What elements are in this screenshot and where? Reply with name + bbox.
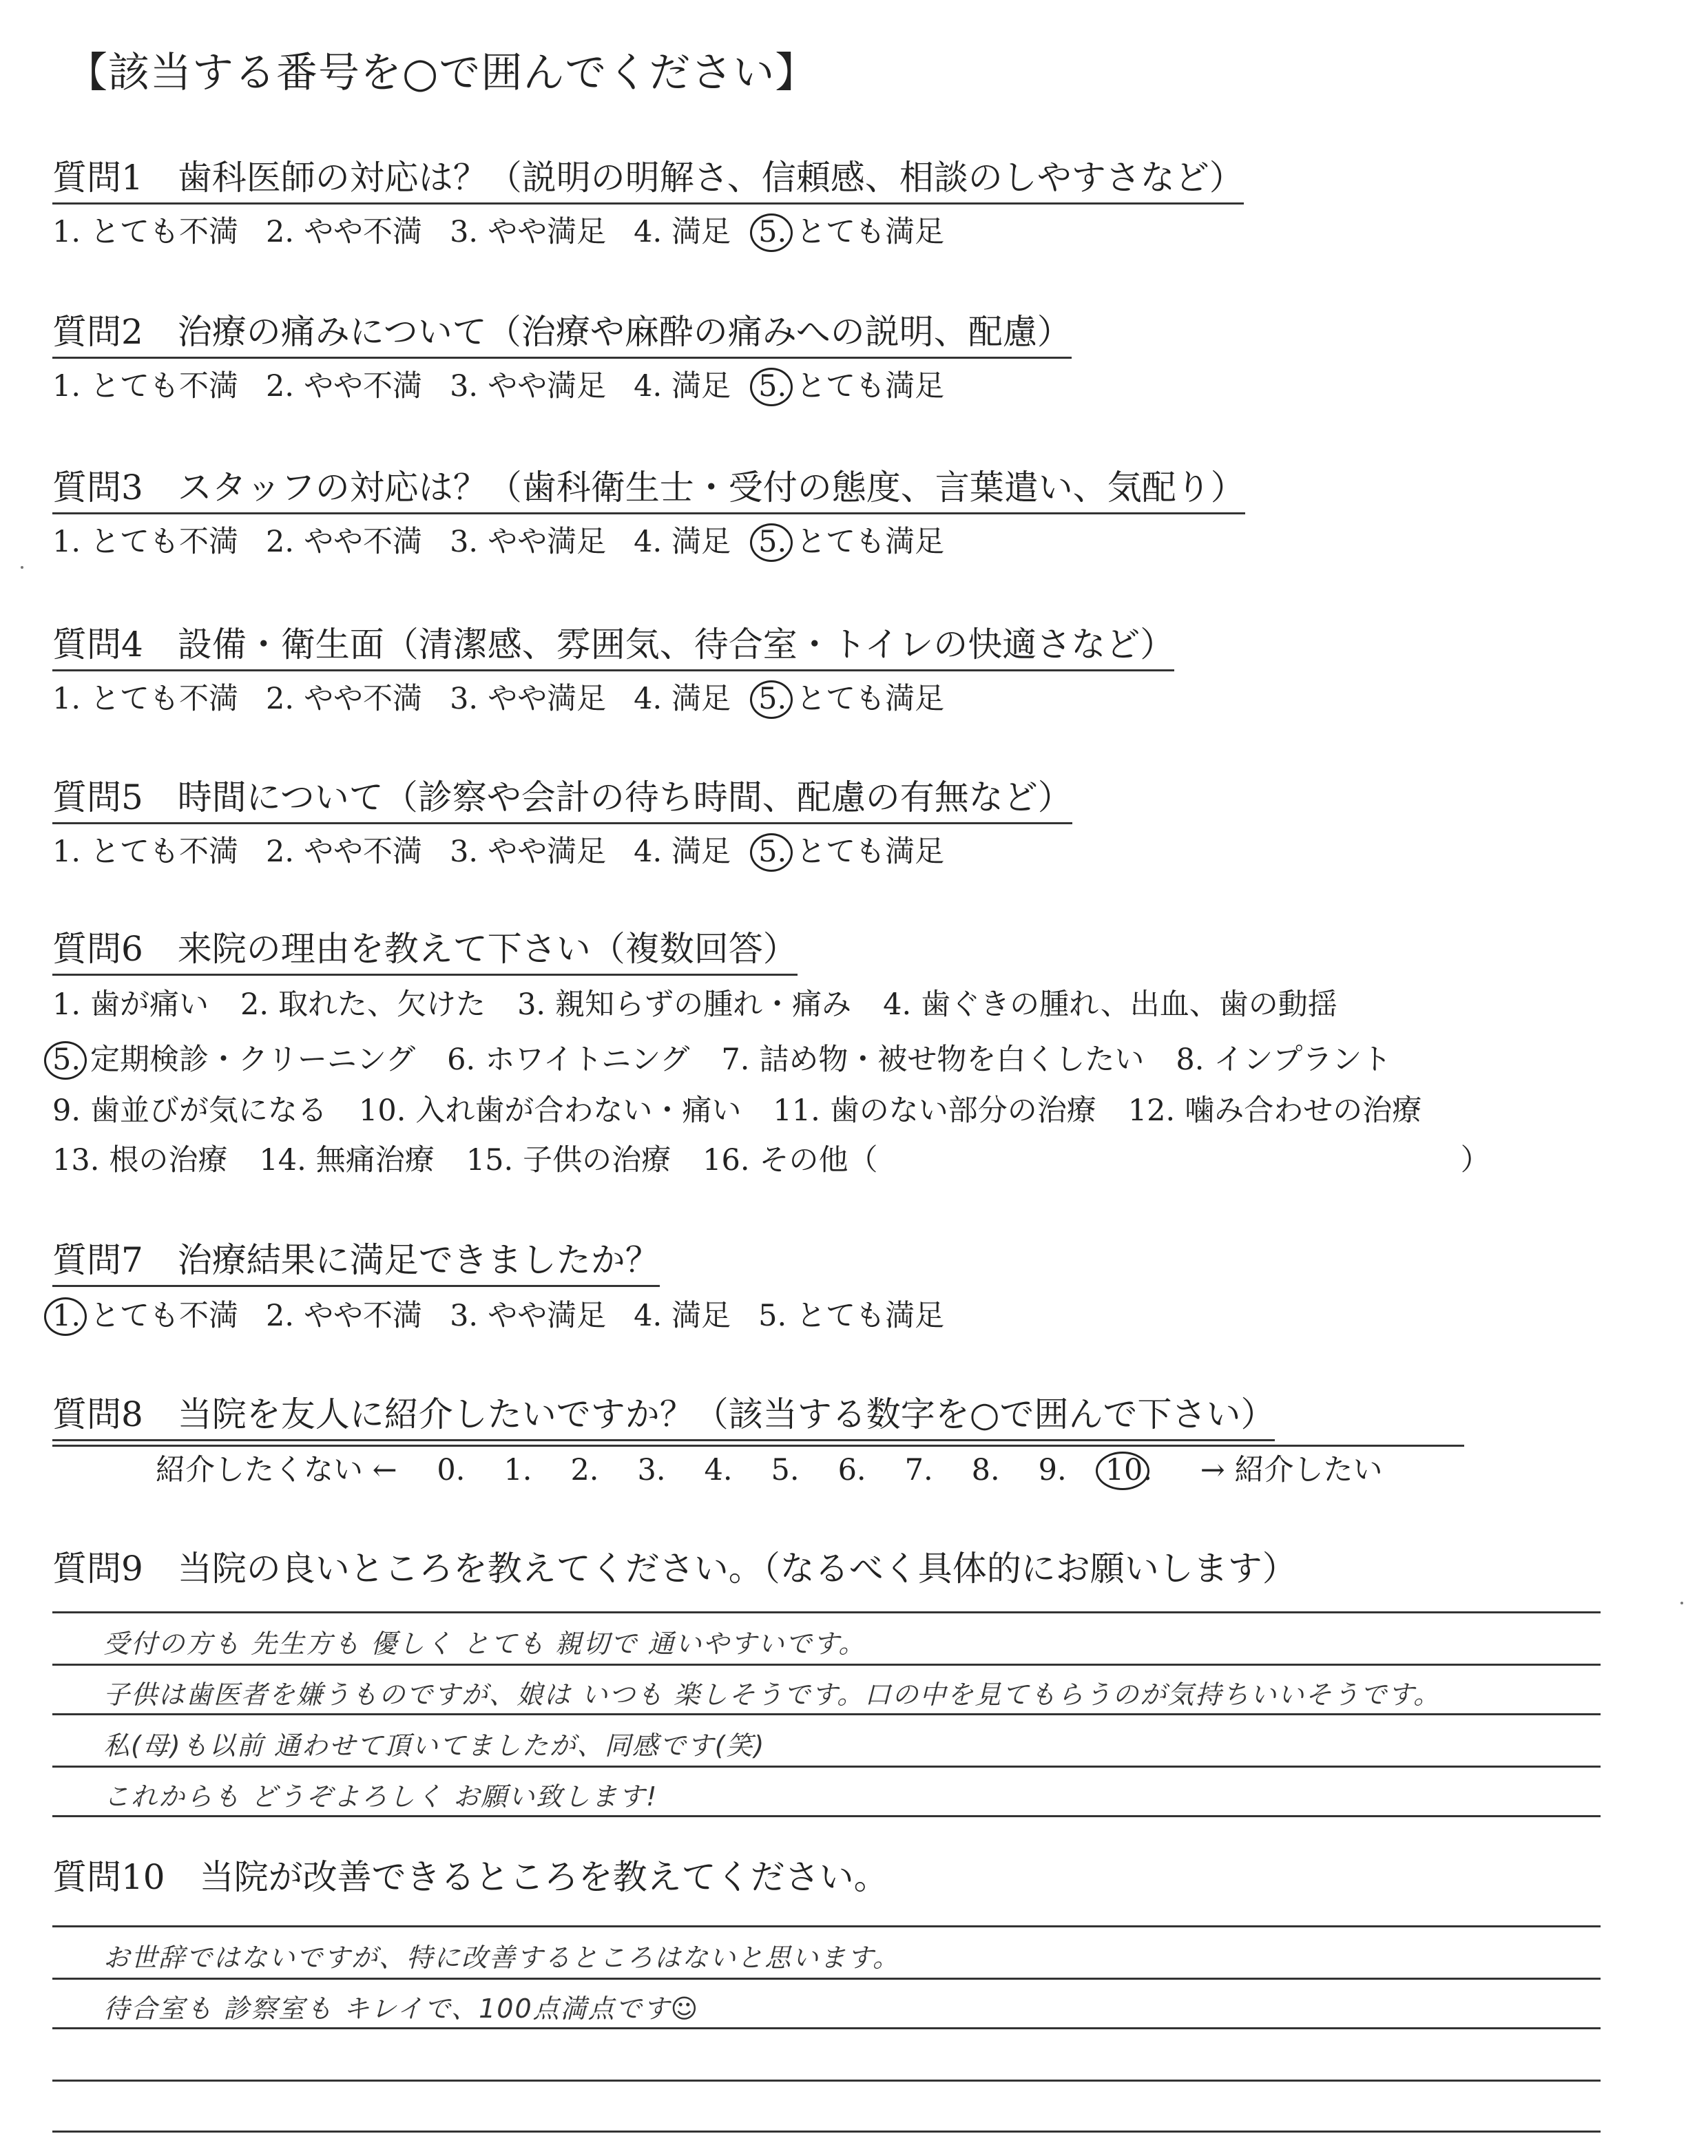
option-number: 2. <box>266 369 295 404</box>
answer-line <box>52 2131 1601 2133</box>
reason-option[interactable] <box>702 1140 877 1180</box>
option-number: 3. <box>450 682 479 716</box>
reason-option[interactable] <box>883 985 1337 1025</box>
rating-option[interactable] <box>266 212 422 252</box>
option-label: 満足 <box>671 215 731 249</box>
option-number: 7. <box>721 1043 750 1077</box>
handwritten-answer: お世辞ではないですが、特に改善するところはないと思います。 <box>103 1943 900 1973</box>
option-number: 2. <box>266 835 295 869</box>
option-number: 4. <box>634 369 663 404</box>
rating-option[interactable] <box>266 679 422 719</box>
option-label: とても不満 <box>90 215 239 249</box>
rating-option[interactable] <box>634 366 731 406</box>
option-number: 12. <box>1127 1093 1176 1128</box>
rating-option[interactable] <box>450 1296 606 1336</box>
reason-option[interactable] <box>52 1140 227 1180</box>
option-number: 1. <box>52 682 81 716</box>
reason-option[interactable] <box>466 1140 671 1180</box>
scale-option[interactable]: 5. <box>771 1453 800 1487</box>
option-label: とても不満 <box>90 835 239 869</box>
option-label: やや不満 <box>304 525 423 559</box>
reason-option[interactable] <box>517 985 851 1025</box>
option-label: 噛み合わせの治療 <box>1185 1093 1422 1128</box>
option-number: 1. <box>52 987 81 1022</box>
answer-line <box>52 2080 1601 2082</box>
option-label: やや不満 <box>304 215 423 249</box>
option-label: 歯が痛い <box>90 987 209 1022</box>
option-label: 子供の治療 <box>523 1143 671 1178</box>
option-number: 3. <box>450 525 479 559</box>
answer-line <box>52 1815 1601 1817</box>
question-4-choices <box>52 679 972 719</box>
question-1-heading: 質問1 歯科医師の対応は？（説明の明解さ、信頼感、相談のしやすさなど） <box>52 156 1244 205</box>
option-label: 親知らずの腫れ・痛み <box>555 987 852 1022</box>
question-2-heading: 質問2 治療の痛みについて（治療や麻酔の痛みへの説明、配慮） <box>52 310 1072 359</box>
option-label: 詰め物・被せ物を白くしたい <box>759 1043 1145 1077</box>
scale-left-label: 紹介したくない ← <box>156 1453 397 1487</box>
option-number: 16. <box>702 1143 750 1178</box>
option-number: 1. <box>52 369 81 404</box>
option-label: 満足 <box>671 525 731 559</box>
rating-option[interactable] <box>450 832 606 872</box>
option-number: 2. <box>266 1299 295 1333</box>
answer-line <box>52 1664 1601 1666</box>
option-label: ホワイトニング <box>485 1043 690 1077</box>
option-number: 4. <box>634 682 663 716</box>
question-6-heading: 質問6 来院の理由を教えて下さい（複数回答） <box>52 927 798 976</box>
reason-option[interactable] <box>447 1040 689 1080</box>
reason-option[interactable] <box>52 1040 415 1080</box>
reason-option[interactable] <box>1128 1091 1421 1131</box>
question-7-heading: 質問7 治療結果に満足できましたか？ <box>52 1238 660 1287</box>
option-number: 3. <box>450 215 479 249</box>
option-label: やや満足 <box>488 835 607 869</box>
option-label: 入れ歯が合わない・痛い <box>415 1093 742 1128</box>
question-3-choices <box>52 522 972 562</box>
option-label: やや満足 <box>488 682 607 716</box>
option-label: とても不満 <box>90 369 239 404</box>
answer-line <box>52 1925 1601 1927</box>
option-number: 15. <box>466 1143 514 1178</box>
reason-option[interactable] <box>359 1091 741 1131</box>
heading-underline <box>52 1445 1464 1447</box>
question-5-choices <box>52 832 972 872</box>
question-2-choices <box>52 366 972 406</box>
option-label: 歯のない部分の治療 <box>829 1093 1096 1128</box>
option-number: 2. <box>266 215 295 249</box>
option-number: 6. <box>447 1043 476 1077</box>
option-number: 10. <box>359 1093 406 1128</box>
rating-option[interactable] <box>634 1296 731 1336</box>
question-8-heading: 質問8 当院を友人に紹介したいですか？（該当する数字を○で囲んで下さい） <box>52 1392 1275 1441</box>
option-number: 2. <box>266 525 295 559</box>
option-label: 無痛治療 <box>315 1143 435 1178</box>
option-label: 定期検診・クリーニング <box>90 1043 416 1077</box>
option-number: 4. <box>634 215 663 249</box>
reason-option[interactable] <box>259 1140 434 1180</box>
option-number: 3. <box>450 369 479 404</box>
option-label: とても満足 <box>796 369 945 404</box>
question-4-heading: 質問4 設備・衛生面（清潔感、雰囲気、待合室・トイレの快適さなど） <box>52 622 1174 671</box>
question-5-heading: 質問5 時間について（診察や会計の待ち時間、配慮の有無など） <box>52 775 1072 824</box>
page-title: 【該当する番号を○で囲んでください】 <box>66 49 817 97</box>
option-number: 8. <box>1176 1043 1205 1077</box>
rating-option[interactable] <box>634 522 731 562</box>
option-label: 満足 <box>671 682 731 716</box>
handwritten-answer: 私(母)も以前 通わせて頂いてましたが、同感です(笑) <box>103 1730 766 1761</box>
rating-option[interactable] <box>634 832 731 872</box>
option-number: 4. <box>883 987 912 1022</box>
reason-option[interactable] <box>240 985 486 1025</box>
handwritten-answer: これからも どうぞよろしく お願い致します! <box>103 1781 658 1812</box>
option-label: やや不満 <box>304 1299 423 1333</box>
option-label: とても満足 <box>796 835 945 869</box>
option-number: 4. <box>634 525 663 559</box>
rating-option[interactable] <box>450 212 606 252</box>
handwritten-answer: 待合室も 診察室も キレイで、100点満点です☺ <box>103 1993 700 2024</box>
scale-option[interactable]: 7. <box>904 1453 933 1487</box>
option-number: 4. <box>634 1299 663 1333</box>
option-label: とても満足 <box>796 525 945 559</box>
scale-option[interactable]: 6. <box>837 1453 866 1487</box>
option-label: やや不満 <box>304 369 423 404</box>
scale-option[interactable]: 4. <box>704 1453 733 1487</box>
scale-option[interactable]: 1. <box>503 1453 532 1487</box>
handwritten-answer: 受付の方も 先生方も 優しく とても 親切で 通いやすいです。 <box>103 1629 866 1659</box>
rating-option[interactable] <box>634 679 731 719</box>
question-7-choices <box>52 1296 972 1336</box>
answer-line <box>52 1713 1601 1715</box>
option-number: 3. <box>450 835 479 869</box>
option-label: やや満足 <box>488 1299 607 1333</box>
reason-option[interactable] <box>721 1040 1144 1080</box>
option-number: 1. <box>52 835 81 869</box>
scale-right-label: → 紹介したい <box>1200 1453 1383 1487</box>
option-label: やや満足 <box>488 369 607 404</box>
option-number: 5. <box>758 1299 787 1333</box>
reason-option[interactable] <box>1176 1040 1391 1080</box>
rating-option[interactable] <box>52 679 238 719</box>
option-label: その他（ <box>759 1143 878 1178</box>
rating-option[interactable] <box>266 366 422 406</box>
option-label: 歯並びが気になる <box>90 1093 328 1128</box>
question-10-heading: 質問10 当院が改善できるところを教えてください。 <box>52 1857 888 1897</box>
rating-option[interactable] <box>266 832 422 872</box>
rating-option[interactable] <box>758 1296 944 1336</box>
option-number: 11. <box>773 1093 820 1128</box>
option-number: 13. <box>52 1143 100 1178</box>
option-number: 14. <box>259 1143 306 1178</box>
question-6-row <box>52 1091 1453 1131</box>
reason-option[interactable] <box>52 1091 327 1131</box>
answer-line <box>52 1766 1601 1768</box>
rating-option[interactable] <box>758 832 944 872</box>
handwritten-answer: 子供は歯医者を嫌うものですが、娘は いつも 楽しそうです。口の中を見てもらうのが気持ちいいそうです。 <box>103 1679 1441 1710</box>
option-number: 1. <box>52 525 81 559</box>
option-label: とても不満 <box>90 682 239 716</box>
scale-option[interactable]: 2. <box>570 1453 599 1487</box>
reason-option[interactable] <box>773 1091 1096 1131</box>
question-6-row <box>52 985 1369 1025</box>
option-label: とても不満 <box>90 1299 239 1333</box>
option-label: やや不満 <box>304 682 423 716</box>
rating-option[interactable] <box>634 212 731 252</box>
rating-option[interactable] <box>52 832 238 872</box>
scale-option[interactable]: 8. <box>971 1453 1000 1487</box>
question-9-heading: 質問9 当院の良いところを教えてください。（なるべく具体的にお願いします） <box>52 1549 1297 1589</box>
option-number: 2. <box>266 682 295 716</box>
option-number: 3. <box>450 1299 479 1333</box>
option-number: 9. <box>52 1093 81 1128</box>
rating-option[interactable] <box>266 1296 422 1336</box>
option-number: 1. <box>52 215 81 249</box>
option-number: 5. <box>758 679 787 719</box>
rating-option[interactable] <box>450 679 606 719</box>
option-label: 満足 <box>671 835 731 869</box>
option-number: 5. <box>758 212 787 252</box>
question-6-row <box>52 1140 1490 1180</box>
question-1-choices <box>52 212 972 252</box>
option-label: やや満足 <box>488 525 607 559</box>
option-label: 根の治療 <box>109 1143 228 1178</box>
rating-option[interactable] <box>758 212 944 252</box>
option-label: とても満足 <box>796 1299 945 1333</box>
option-number: 5. <box>758 832 787 872</box>
rating-option[interactable] <box>450 366 606 406</box>
answer-line <box>52 2027 1601 2029</box>
rating-option[interactable] <box>758 366 944 406</box>
option-number: 2. <box>240 987 269 1022</box>
rating-option[interactable] <box>758 522 944 562</box>
option-number: 1. <box>52 1296 81 1336</box>
option-number: 5. <box>758 366 787 406</box>
option-label: とても不満 <box>90 525 239 559</box>
option-number: 5. <box>52 1040 81 1080</box>
answer-line <box>52 1978 1601 1980</box>
option-label: インプラント <box>1214 1043 1392 1077</box>
option-number: 3. <box>517 987 546 1022</box>
option-label: やや不満 <box>304 835 423 869</box>
question-8-scale <box>156 1450 1382 1490</box>
option-number: 4. <box>634 835 663 869</box>
option-number: 5. <box>758 522 787 562</box>
rating-option[interactable] <box>52 212 238 252</box>
rating-option[interactable] <box>52 522 238 562</box>
scale-option[interactable]: 9. <box>1038 1453 1067 1487</box>
option-label: とても満足 <box>796 682 945 716</box>
reason-option[interactable] <box>52 985 209 1025</box>
scale-option[interactable]: 0. <box>437 1453 466 1487</box>
option-label: 満足 <box>671 1299 731 1333</box>
rating-option[interactable] <box>52 366 238 406</box>
answer-line <box>52 1611 1601 1613</box>
rating-option[interactable] <box>52 1296 238 1336</box>
option-label: 満足 <box>671 369 731 404</box>
rating-option[interactable] <box>758 679 944 719</box>
question-6-row <box>52 1040 1423 1080</box>
scan-speck <box>1680 1602 1683 1604</box>
question-3-heading: 質問3 スタッフの対応は？（歯科衛生士・受付の態度、言葉遣い、気配り） <box>52 465 1245 514</box>
other-close-paren: ） <box>1460 1143 1490 1178</box>
scale-option[interactable]: 10. <box>1105 1450 1152 1490</box>
option-label: 歯ぐきの腫れ、出血、歯の動揺 <box>921 987 1337 1022</box>
scale-option[interactable]: 3. <box>637 1453 666 1487</box>
option-label: やや満足 <box>488 215 607 249</box>
rating-option[interactable] <box>266 522 422 562</box>
scan-speck <box>21 566 23 569</box>
option-label: 取れた、欠けた <box>278 987 486 1022</box>
option-label: とても満足 <box>796 215 945 249</box>
rating-option[interactable] <box>450 522 606 562</box>
